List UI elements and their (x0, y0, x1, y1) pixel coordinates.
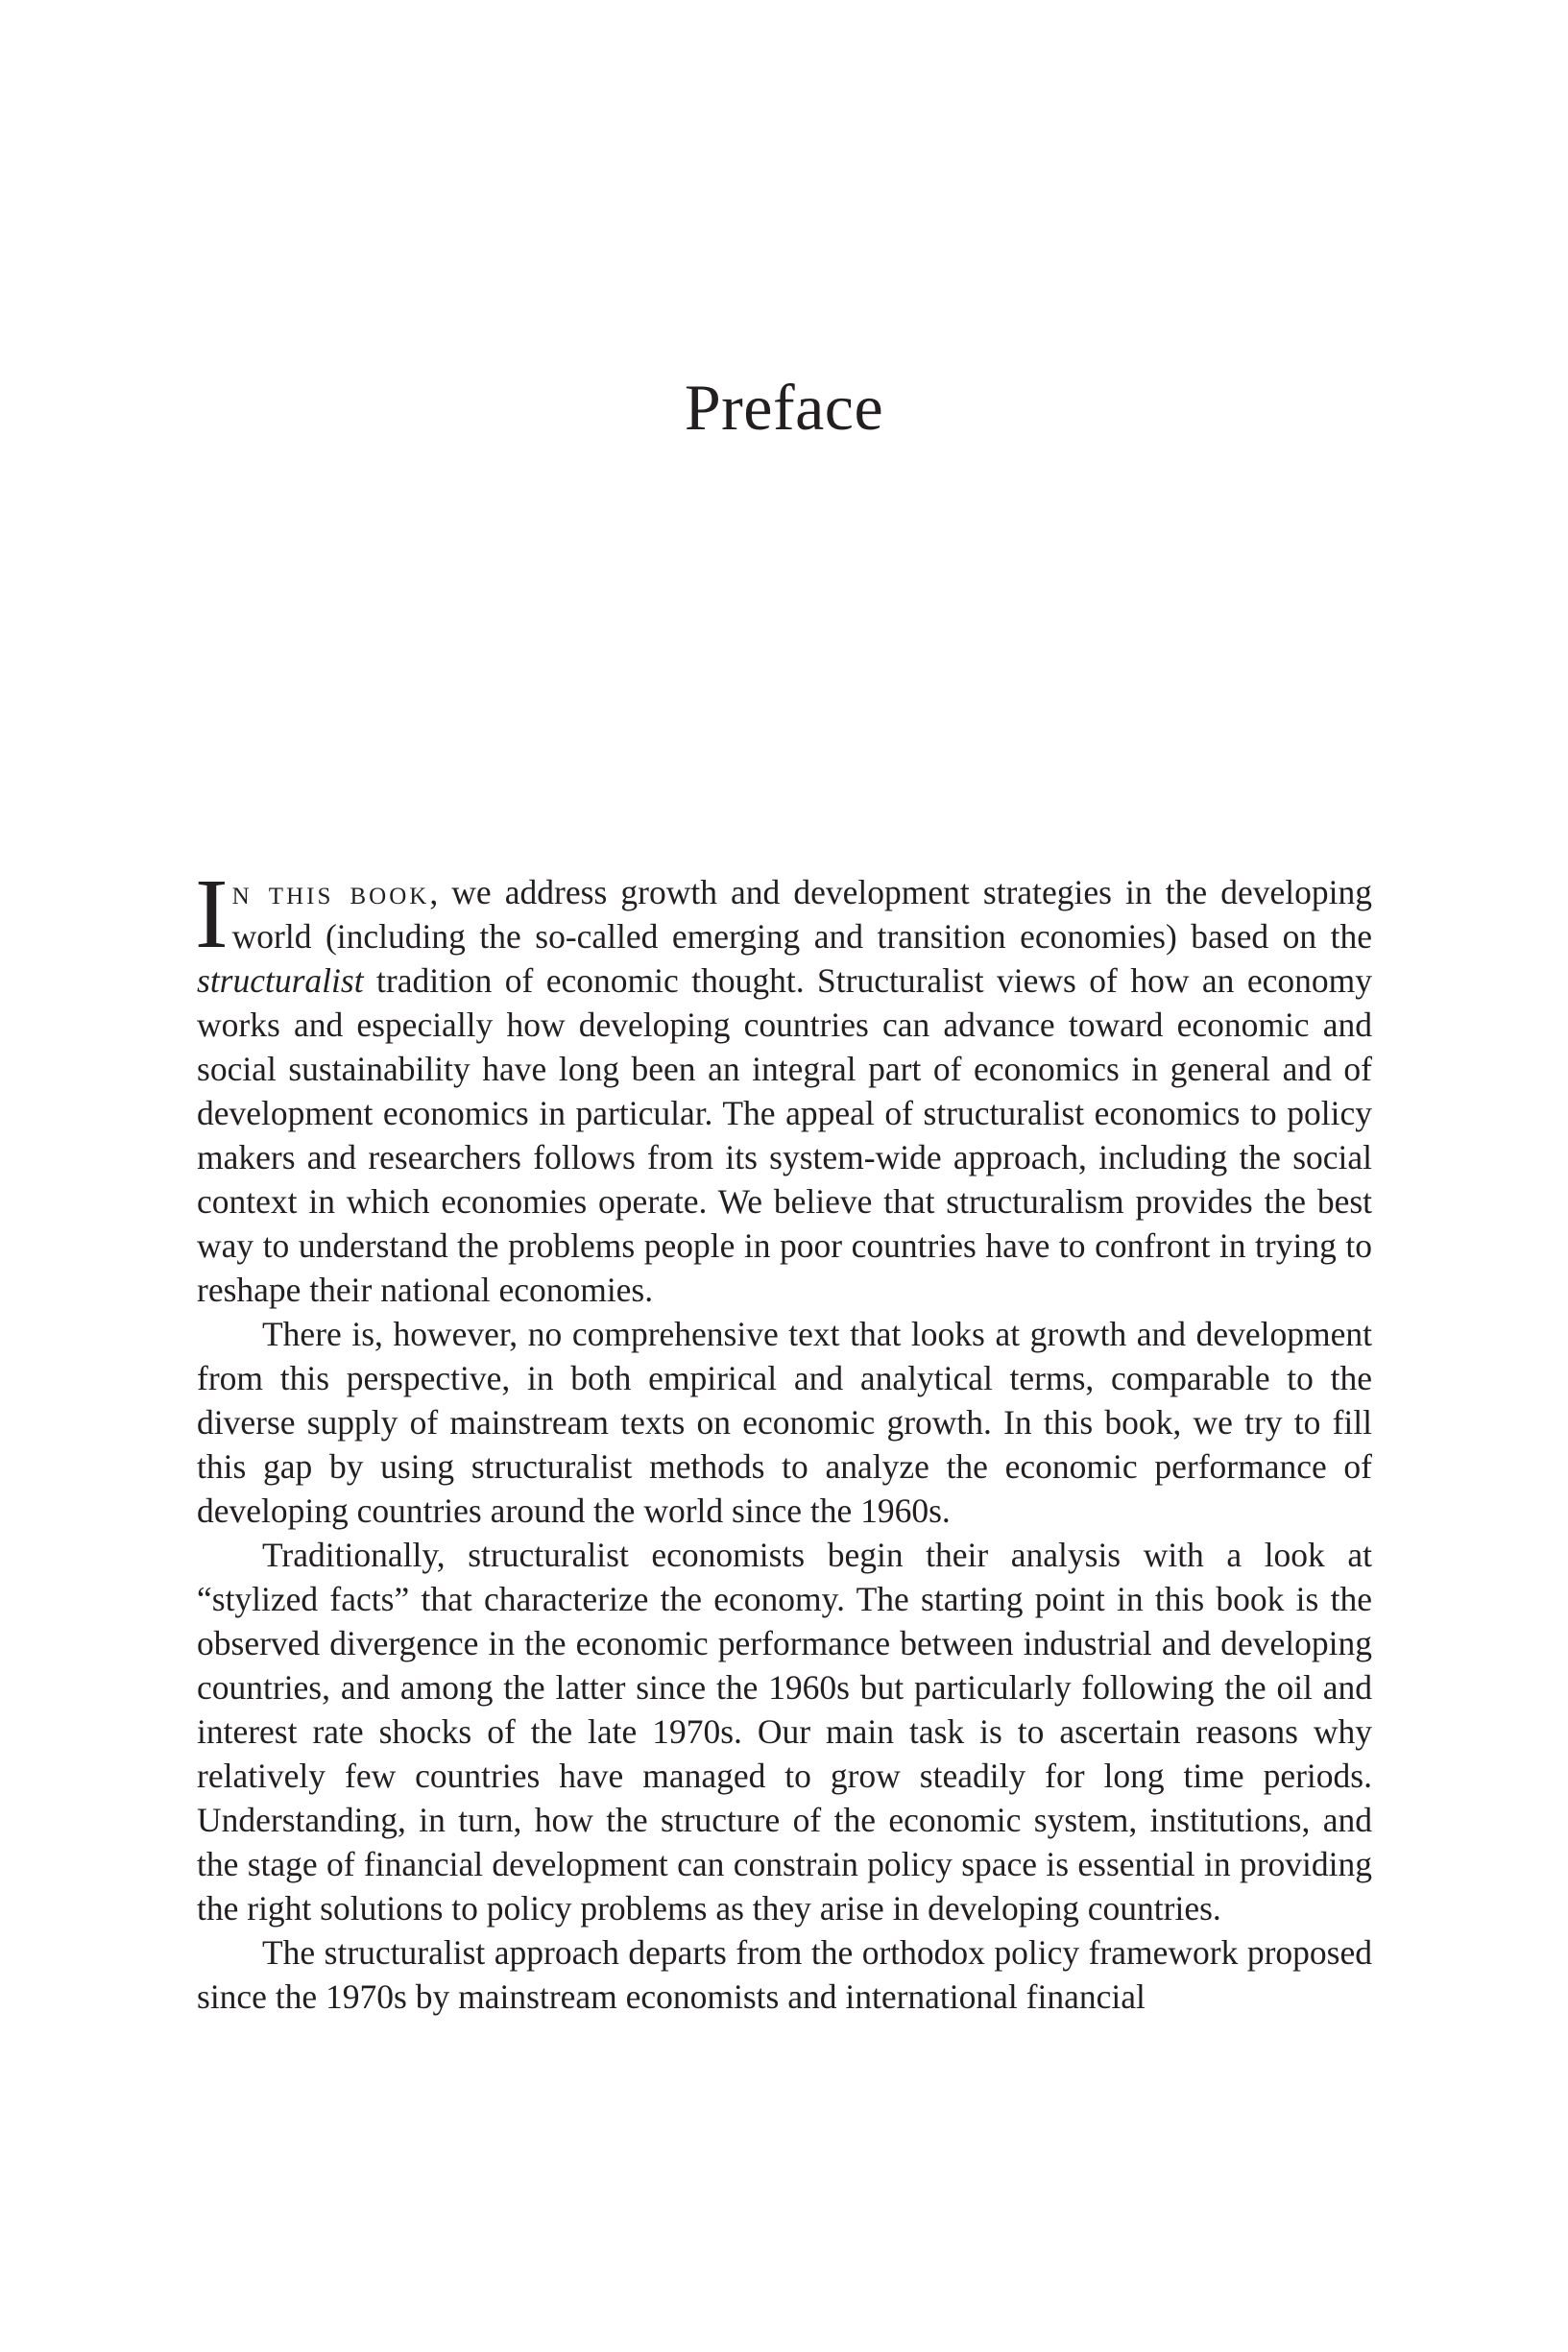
page-title: Preface (684, 371, 884, 444)
italic-term-structuralist: structuralist (197, 961, 364, 1000)
preface-body (195, 859, 1372, 2019)
drop-cap: I (195, 859, 229, 969)
paragraph-1-text-b: tradition of economic thought. Structuralist views of how an economy works and especially how developing countries can advance toward economic and social sustainability have long been an integral part of economics in general and of development economics in particular. The appeal of structuralist economics to policy makers and researchers follows from its system-wide approach, including the social context in which economies operate. We believe that structuralism provides the best way to understand the problems people in poor countries have to confront in trying to reshape their national economies. (197, 961, 1372, 1309)
paragraph-4: The structuralist approach departs from the orthodox policy framework proposed since the 1970s by mainstream economists and international financial (197, 1933, 1372, 2016)
paragraph-1-text-a: , we address growth and development strategies in the developing world (including the so-called emerging and transition economies) based on the (231, 873, 1372, 956)
paragraph-3: Traditionally, structuralist economists begin their analysis with a look at “stylized facts” that characterize the economy. The starting point in this book is the observed divergence in the economic performance between industrial and developing countries, and among the latter since the 1960s but particularly following the oil and interest rate shocks of the late 1970s. Our main task is to ascertain reasons why relatively few countries have managed to grow steadily for long time periods. Understanding, in turn, how the structure of the economic system, institutions, and the stage of financial development can constrain policy space is essential in providing the right solutions to policy problems as they arise in developing countries. (197, 1536, 1372, 1928)
lead-small-caps: n this book (231, 873, 430, 911)
paragraph-2: There is, however, no comprehensive text that looks at growth and development from this perspective, in both empirical and analytical terms, comparable to the diverse supply of mainstream texts on economic growth. In this book, we try to fill this gap by using structuralist methods to analyze the economic performance of developing countries around the world since the 1960s. (197, 1315, 1372, 1530)
paragraph-1 (195, 859, 1372, 1312)
